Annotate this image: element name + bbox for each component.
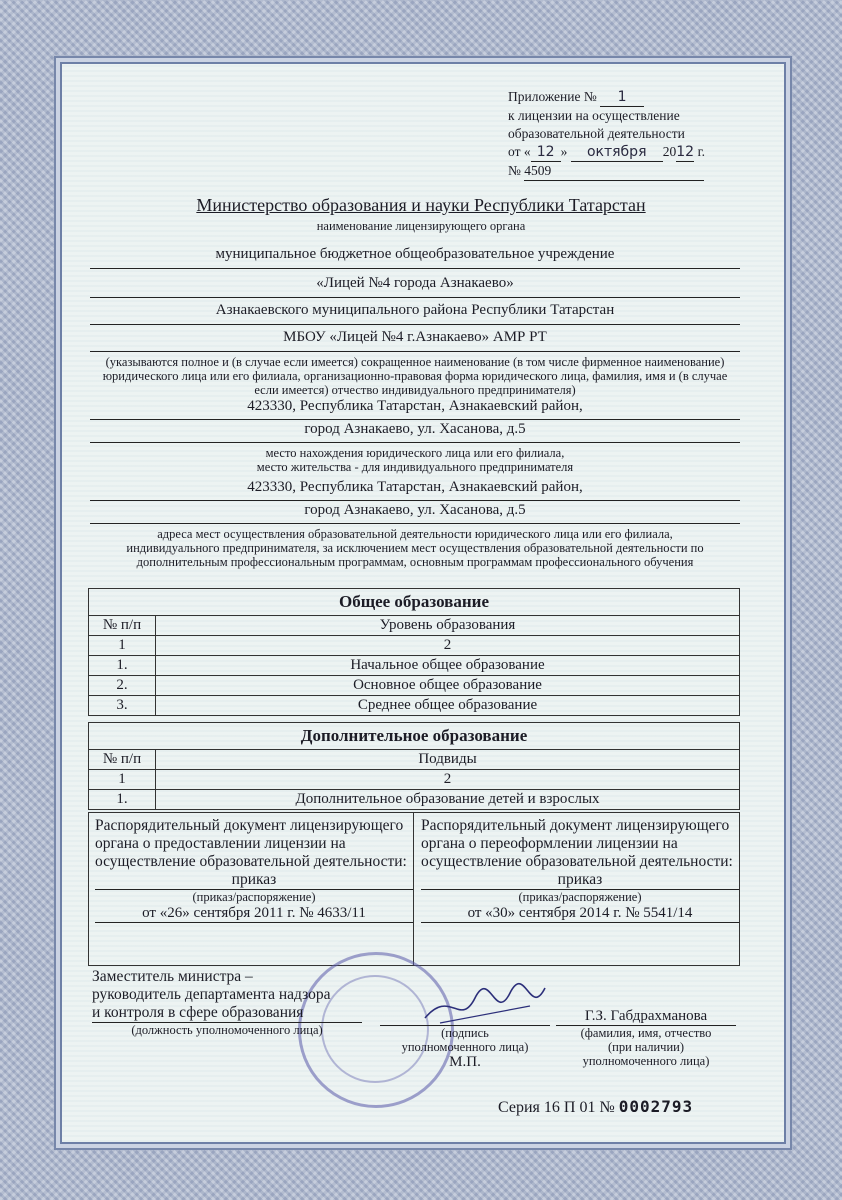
location-caption1: место нахождения юридического лица или его филиала, (265, 446, 565, 460)
org-line3: Азнакаевского муниципального района Республики Татарстан (90, 302, 740, 325)
serial-number: 0002793 (618, 1097, 694, 1116)
name-caption2: (при наличии) (607, 1040, 685, 1054)
authority-name: Министерство образования и науки Республики Татарстан (196, 195, 646, 215)
grant-doc-text: Распорядительный документ лицензирующего органа о предоставлении лицензии на осуществление образовательной деятельности: (95, 817, 407, 870)
signer-name-block (556, 1008, 736, 1068)
location-caption2: место жительства - для индивидуального предпринимателя (256, 460, 574, 474)
authority-caption: наименование лицензирующего органа (316, 219, 526, 233)
serial-label: Серия (498, 1099, 540, 1116)
appendix-block (508, 88, 728, 181)
col-index-1: 1 (89, 636, 156, 656)
activity-line1: 423330, Республика Татарстан, Азнакаевский район, (90, 479, 740, 501)
table-row (89, 790, 740, 810)
serial-number-block (498, 1097, 693, 1117)
serial-series: 16 П 01 (543, 1099, 596, 1116)
position-line3: и контроля в сфере образования (92, 1004, 362, 1023)
position-caption: (должность уполномоченного лица) (131, 1023, 323, 1037)
date-prefix: от « (508, 144, 531, 159)
position-line2: руководитель департамента надзора (92, 986, 331, 1003)
grant-document (95, 817, 413, 923)
sign-caption1: (подпись (441, 1026, 489, 1040)
activity-line2: город Азнакаево, ул. Хасанова, д.5 (90, 502, 740, 524)
appendix-label: Приложение № (508, 89, 597, 104)
org-line2: «Лицей №4 города Азнакаево» (90, 275, 740, 298)
row-value: Основное общее образование (156, 676, 740, 696)
appendix-year: 12 (676, 144, 695, 160)
appendix-line2: к лицензии на осуществление (508, 108, 680, 123)
reissue-doc-text: Распорядительный документ лицензирующего органа о переоформлении лицензии на осуществление образовательной деятельности: (421, 817, 733, 870)
row-number: 1. (89, 656, 156, 676)
reissue-doc-type: приказ (421, 871, 739, 890)
additional-education-table (88, 722, 740, 810)
col-index-2: 2 (156, 636, 740, 656)
row-value: Начальное общее образование (156, 656, 740, 676)
reissue-document (421, 817, 739, 923)
date-mid: » (560, 144, 568, 159)
position-line1: Заместитель министра – (92, 968, 253, 985)
table-row (89, 696, 740, 716)
reissue-doc-date: от «30» сентября 2014 г. № 5541/14 (421, 904, 739, 923)
general-education-table (88, 588, 740, 716)
location-line1: 423330, Республика Татарстан, Азнакаевский район, (90, 398, 740, 420)
appendix-line3: образовательной деятельности (508, 126, 685, 141)
reissue-doc-type-caption: (приказ/распоряжение) (518, 890, 642, 904)
activity-caption: адреса мест осуществления образовательной деятельности юридического лица или его филиала, индивидуального предпринимателя, за исключением мест осуществления образовательной деятельности по дополнительным профессиональным программам, основным программам профессионального обучения (126, 527, 704, 569)
row-value: Дополнительное образование детей и взрослых (156, 790, 740, 810)
appendix-day: 12 (531, 143, 561, 162)
additional-education-title: Дополнительное образование (89, 723, 740, 750)
row-value: Среднее общее образование (156, 696, 740, 716)
row-number: 1. (89, 790, 156, 810)
org-line1: муниципальное бюджетное общеобразовательное учреждение (90, 246, 740, 269)
year-prefix: 20 (662, 144, 677, 159)
general-education-title: Общее образование (89, 589, 740, 616)
year-suffix: г. (697, 144, 705, 159)
signature-area (380, 1025, 550, 1071)
row-number: 2. (89, 676, 156, 696)
appendix-number: 1 (600, 88, 644, 107)
col-num-header: № п/п (89, 750, 156, 770)
license-prefix: № (508, 163, 521, 178)
appendix-month: октября (571, 143, 663, 162)
serial-num-label: № (599, 1099, 615, 1116)
col-index-2: 2 (156, 770, 740, 790)
table-row (89, 656, 740, 676)
col-level-header: Уровень образования (156, 616, 740, 636)
col-num-header: № п/п (89, 616, 156, 636)
sign-caption2: уполномоченного лица) (401, 1040, 529, 1054)
location-line2: город Азнакаево, ул. Хасанова, д.5 (90, 421, 740, 443)
grant-doc-type-caption: (приказ/распоряжение) (192, 890, 316, 904)
signer-name: Г.З. Габдрахманова (556, 1008, 736, 1026)
col-index-1: 1 (89, 770, 156, 790)
grant-doc-type: приказ (95, 871, 413, 890)
name-caption3: уполномоченного лица) (582, 1054, 710, 1068)
admin-documents-box (88, 812, 740, 966)
row-number: 3. (89, 696, 156, 716)
license-number: 4509 (524, 162, 704, 181)
name-caption1: (фамилия, имя, отчество (580, 1026, 712, 1040)
signer-position (92, 968, 362, 1037)
table-row (89, 676, 740, 696)
col-subtype-header: Подвиды (156, 750, 740, 770)
org-caption: (указываются полное и (в случае если имеется) сокращенное наименование (в том числе фирменное наименование) юридического лица или его филиала, организационно-правовая форма юридического лица, фамилия, имя и (в случае если имеется) отчество индивидуального предпринимателя) (102, 355, 728, 397)
grant-doc-date: от «26» сентября 2011 г. № 4633/11 (95, 904, 413, 923)
org-line4: МБОУ «Лицей №4 г.Азнакаево» АМР РТ (90, 329, 740, 352)
seal-label: М.П. (449, 1054, 481, 1070)
